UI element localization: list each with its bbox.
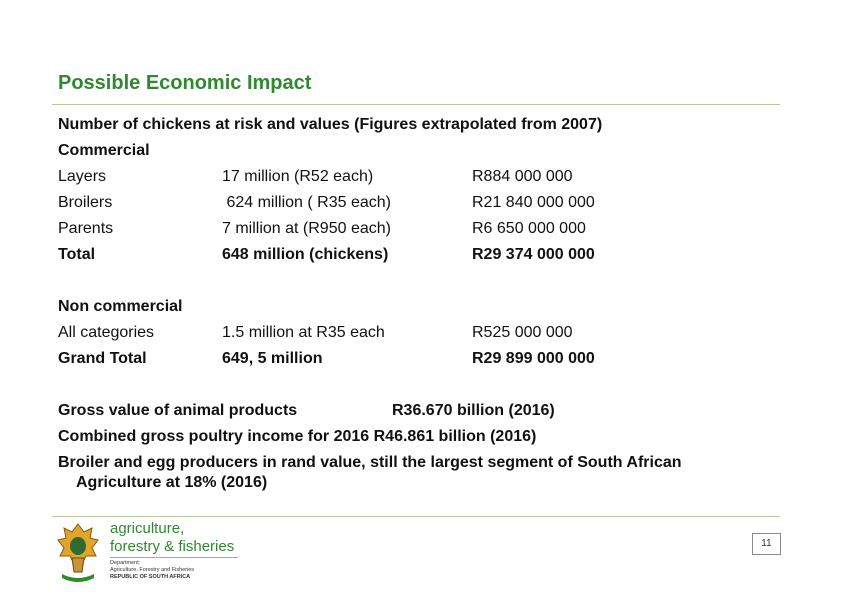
row-count: 649, 5 million <box>222 350 323 367</box>
logo-divider <box>110 557 238 558</box>
row-category: Broilers <box>58 194 113 211</box>
row-category: Total <box>58 246 96 263</box>
republic-label: REPUBLIC OF SOUTH AFRICA <box>110 574 191 580</box>
gross-value-label: Gross value of animal products <box>58 402 298 419</box>
title-divider <box>52 104 780 105</box>
row-value: R525 000 000 <box>472 324 573 341</box>
gross-value-figure: R36.670 billion (2016) <box>392 402 555 419</box>
logo-text-line1: agriculture, <box>110 520 185 537</box>
row-count: 624 million ( R35 each) <box>222 194 391 211</box>
coat-of-arms-logo <box>54 520 102 586</box>
broiler-text-line2: Agriculture at 18% (2016) <box>76 474 268 491</box>
row-value: R21 840 000 000 <box>472 194 595 211</box>
row-value: R29 374 000 000 <box>472 246 595 263</box>
row-value: R29 899 000 000 <box>472 350 595 367</box>
broiler-text-line1: Broiler and egg producers in rand value, still the largest segment of South African <box>58 454 682 471</box>
slide-title: Possible Economic Impact <box>58 72 312 94</box>
row-category: Layers <box>58 168 107 185</box>
intro-text: Number of chickens at risk and values (Figures extrapolated from 2007) <box>58 116 603 133</box>
logo-text-line2: forestry & fisheries <box>110 538 235 555</box>
footer-divider <box>52 516 780 517</box>
row-count: 648 million (chickens) <box>222 246 389 263</box>
row-value: R884 000 000 <box>472 168 573 185</box>
row-count: 7 million at (R950 each) <box>222 220 391 237</box>
row-category: All categories <box>58 324 155 341</box>
page-number: 11 <box>752 533 781 555</box>
non-commercial-heading: Non commercial <box>58 298 183 315</box>
row-count: 1.5 million at R35 each <box>222 324 385 341</box>
poultry-income-text: Combined gross poultry income for 2016 R46.861 billion (2016) <box>58 428 537 445</box>
row-value: R6 650 000 000 <box>472 220 586 237</box>
department-label: Department: <box>110 560 141 566</box>
row-count: 17 million (R52 each) <box>222 168 374 185</box>
department-name: Agriculture, Forestry and Fisheries <box>110 567 195 573</box>
row-category: Grand Total <box>58 350 147 367</box>
row-category: Parents <box>58 220 114 237</box>
commercial-heading: Commercial <box>58 142 150 159</box>
